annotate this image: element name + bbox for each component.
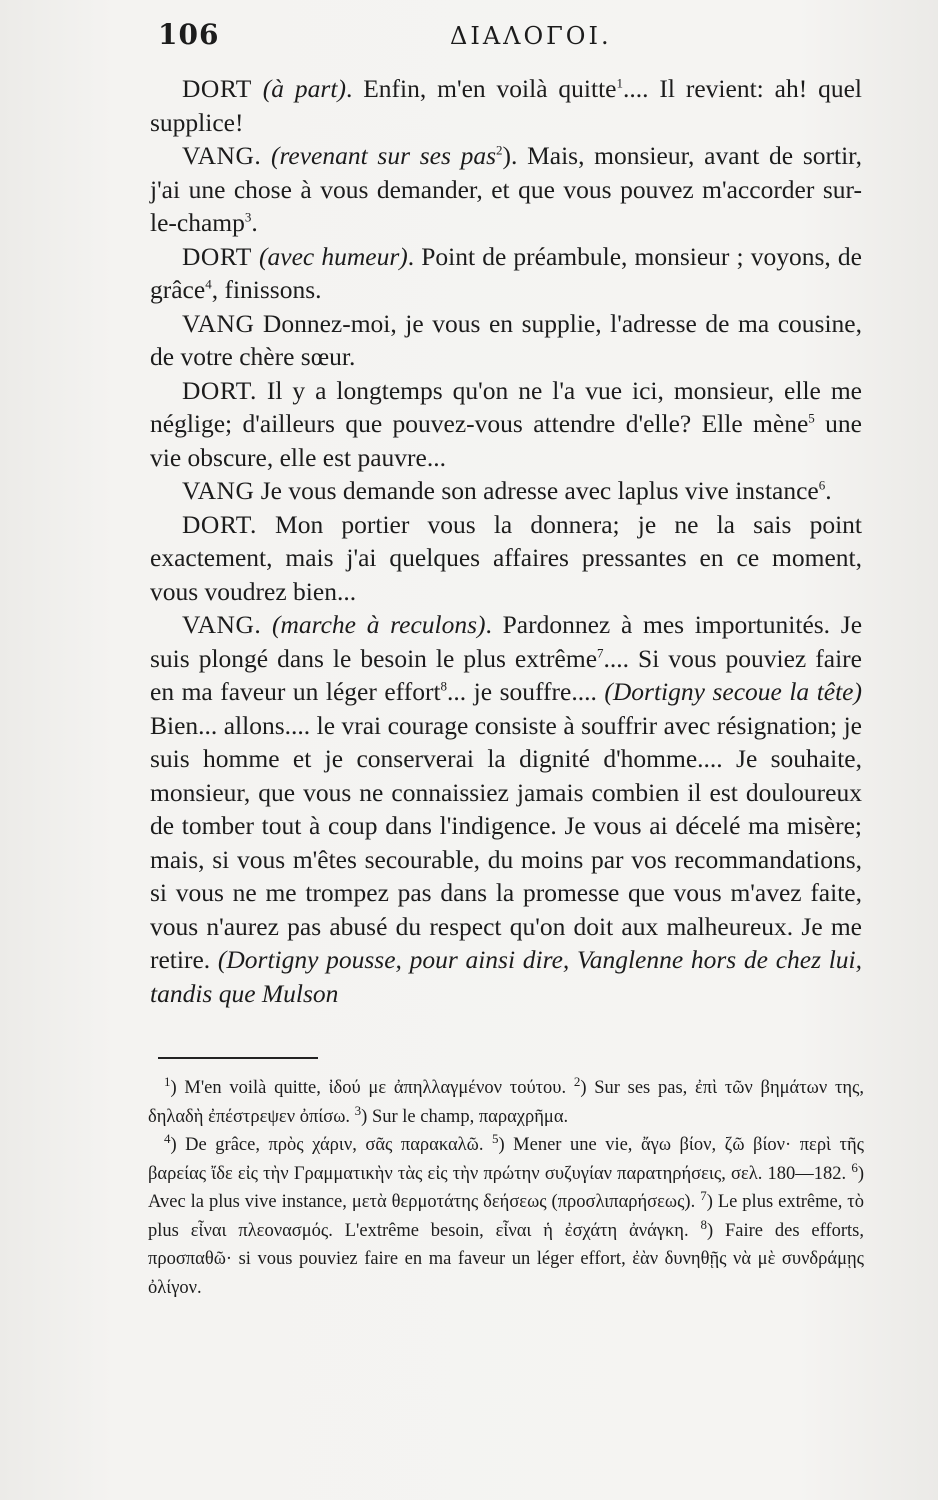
dialogue-paragraph <box>150 608 862 1010</box>
dialogue-line: .... Si vous pouviez faire en ma faveur un léger effort <box>150 643 862 706</box>
page-number: 106 <box>158 18 220 51</box>
speaker-name: DORT <box>182 241 252 271</box>
stage-direction: (avec humeur) <box>259 241 408 271</box>
dialogue-paragraph <box>150 307 862 374</box>
dialogue-text <box>150 72 862 1010</box>
footnote-marker: 5 <box>808 410 815 426</box>
dialogue-paragraph <box>150 474 862 508</box>
speaker-name: VANG <box>182 476 255 505</box>
speaker-name: VANG <box>182 308 255 338</box>
speaker-name: VANG. <box>182 141 262 170</box>
dialogue-paragraph <box>150 374 862 475</box>
footnote-number: 2 <box>573 1073 581 1089</box>
speaker-name: VANG. <box>182 610 262 639</box>
dialogue-line: Donnez-moi, je vous en supplie, l'adresse de ma cousine, de votre chère sœur. <box>150 308 862 371</box>
stage-direction: (Dortigny secoue la tête) <box>604 677 862 706</box>
dialogue-line: , finissons. <box>211 275 322 304</box>
footnote-block <box>148 1074 864 1131</box>
footnote-block <box>148 1131 864 1302</box>
footnote-text: ) Mener une vie, ἄγω βίον, ζῶ βίον· περὶ τῆς βαρείας ἴδε εἰς τὴν Γραμματικὴν τὰς εἰς τὴν πρώτην συζυγίαν παρατηρήσεις, σελ. 180—182. <box>148 1135 864 1184</box>
stage-direction: (marche à reculons) <box>271 610 486 639</box>
footnotes <box>148 1074 864 1302</box>
dialogue-line: . <box>251 208 258 237</box>
dialogue-line: Il y a longtemps qu'on ne l'a vue ici, monsieur, elle me néglige; d'ailleurs que pouvez-vous attendre d'elle? Elle mène <box>150 375 862 438</box>
footnote-marker: 8 <box>440 678 448 694</box>
footnote-text: ) Le plus extrême, τὸ plus εἶναι πλεονασμός. L'extrême besoin, εἶναι ἡ ἐσχάτη ἀνάγκη. <box>148 1192 864 1241</box>
dialogue-line: . Enfin, m'en voilà quitte <box>345 74 617 103</box>
footnote-number: 8 <box>700 1216 707 1232</box>
dialogue-paragraph <box>150 72 862 139</box>
footnote-marker: 2 <box>496 142 503 158</box>
footnote-marker: 6 <box>818 477 826 493</box>
footnote-marker: 4 <box>205 276 212 292</box>
footnote-marker: 7 <box>597 645 604 660</box>
footnote-number: 4 <box>164 1130 171 1146</box>
stage-direction: (revenant sur ses pas <box>270 141 497 170</box>
footnote-text: ) M'en voilà quitte, ἰδού με ἀπηλλαγμένον τούτου. <box>170 1078 567 1098</box>
footnote-text: ) De grâce, πρὸς χάριν, σᾶς παρακαλῶ. <box>170 1135 484 1155</box>
running-head: ΔΙΑΛΟΓΟΙ. <box>450 22 612 50</box>
stage-direction: (à part) <box>262 74 346 103</box>
dialogue-line: ... je souffre.... <box>447 677 605 706</box>
footnote-text: ) Sur ses pas, ἐπὶ τῶν βημάτων της, δηλαδὴ ἐπέστρεψεν ὀπίσω. <box>148 1078 864 1127</box>
dialogue-line: une vie obscure, elle est pauvre... <box>150 409 862 472</box>
dialogue-paragraph <box>150 240 862 307</box>
dialogue-line: . Point de préambule, monsieur ; voyons, de grâce <box>150 241 862 304</box>
footnote-number: 7 <box>700 1187 707 1203</box>
dialogue-line: Mon portier vous la donnera; je ne la sais point exactement, mais j'ai quelques affaires pressantes en ce moment, vous voudrez bien... <box>150 509 862 606</box>
footnote-marker: 3 <box>244 209 252 225</box>
dialogue-line: .... Il revient: ah! quel supplice! <box>150 74 863 137</box>
dialogue-line: . Pardonnez à mes importunités. Je suis plongé dans le besoin le plus extrême <box>150 610 863 673</box>
footnote-text: ) Sur le champ, παραχρῆμα. <box>361 1106 569 1127</box>
footnote-text: ) Faire des efforts, προσπαθῶ· si vous pouviez faire en ma faveur un léger effort, ἐὰν δυνηθῇς νὰ μὲ συνδράμῃς ὀλίγον. <box>148 1220 864 1298</box>
footnote-number: 6 <box>851 1159 858 1175</box>
speaker-name: DORT <box>182 74 252 103</box>
footnote-number: 1 <box>164 1073 171 1089</box>
dialogue-line: Bien... allons.... le vrai courage consiste à souffrir avec résignation; je suis homme et je conserverai la dignité d'homme.... Je souhaite, monsieur, que vous ne connaissiez jamais combien il est douloureux de tomber tout à coup dans l'indigence. Je vous ai décelé ma misère; mais, si vous m'êtes secourable, du moins par vos recommandations, si vous ne me trompez pas dans la promesse que vous m'avez faite, vous n'aurez pas abusé du respect qu'on doit aux malheureux. Je me retire. <box>150 710 862 974</box>
footnote-text: ) Avec la plus vive instance, μετὰ θερμοτάτης δεήσεως (προσλιπαρήσεως). <box>148 1163 864 1212</box>
dialogue-line: ). Mais, monsieur, avant de sortir, j'ai une chose à vous demander, et que vous pouvez m'accorder sur-le-champ <box>150 141 862 237</box>
footnote-rule <box>158 1057 318 1059</box>
footnote-number: 3 <box>354 1102 362 1118</box>
footnote-marker: 1 <box>616 75 623 91</box>
page-header <box>150 18 870 58</box>
speaker-name: DORT. <box>182 375 257 405</box>
speaker-name: DORT. <box>182 509 257 539</box>
dialogue-paragraph <box>150 139 862 240</box>
dialogue-paragraph <box>150 508 862 609</box>
stage-direction: (Dortigny pousse, pour ainsi dire, Vanglenne hors de chez lui, tandis que Mulson <box>150 945 862 1008</box>
dialogue-line: . <box>825 476 832 505</box>
footnote-number: 5 <box>491 1130 499 1146</box>
dialogue-line: Je vous demande son adresse avec laplus vive instance <box>254 476 819 505</box>
